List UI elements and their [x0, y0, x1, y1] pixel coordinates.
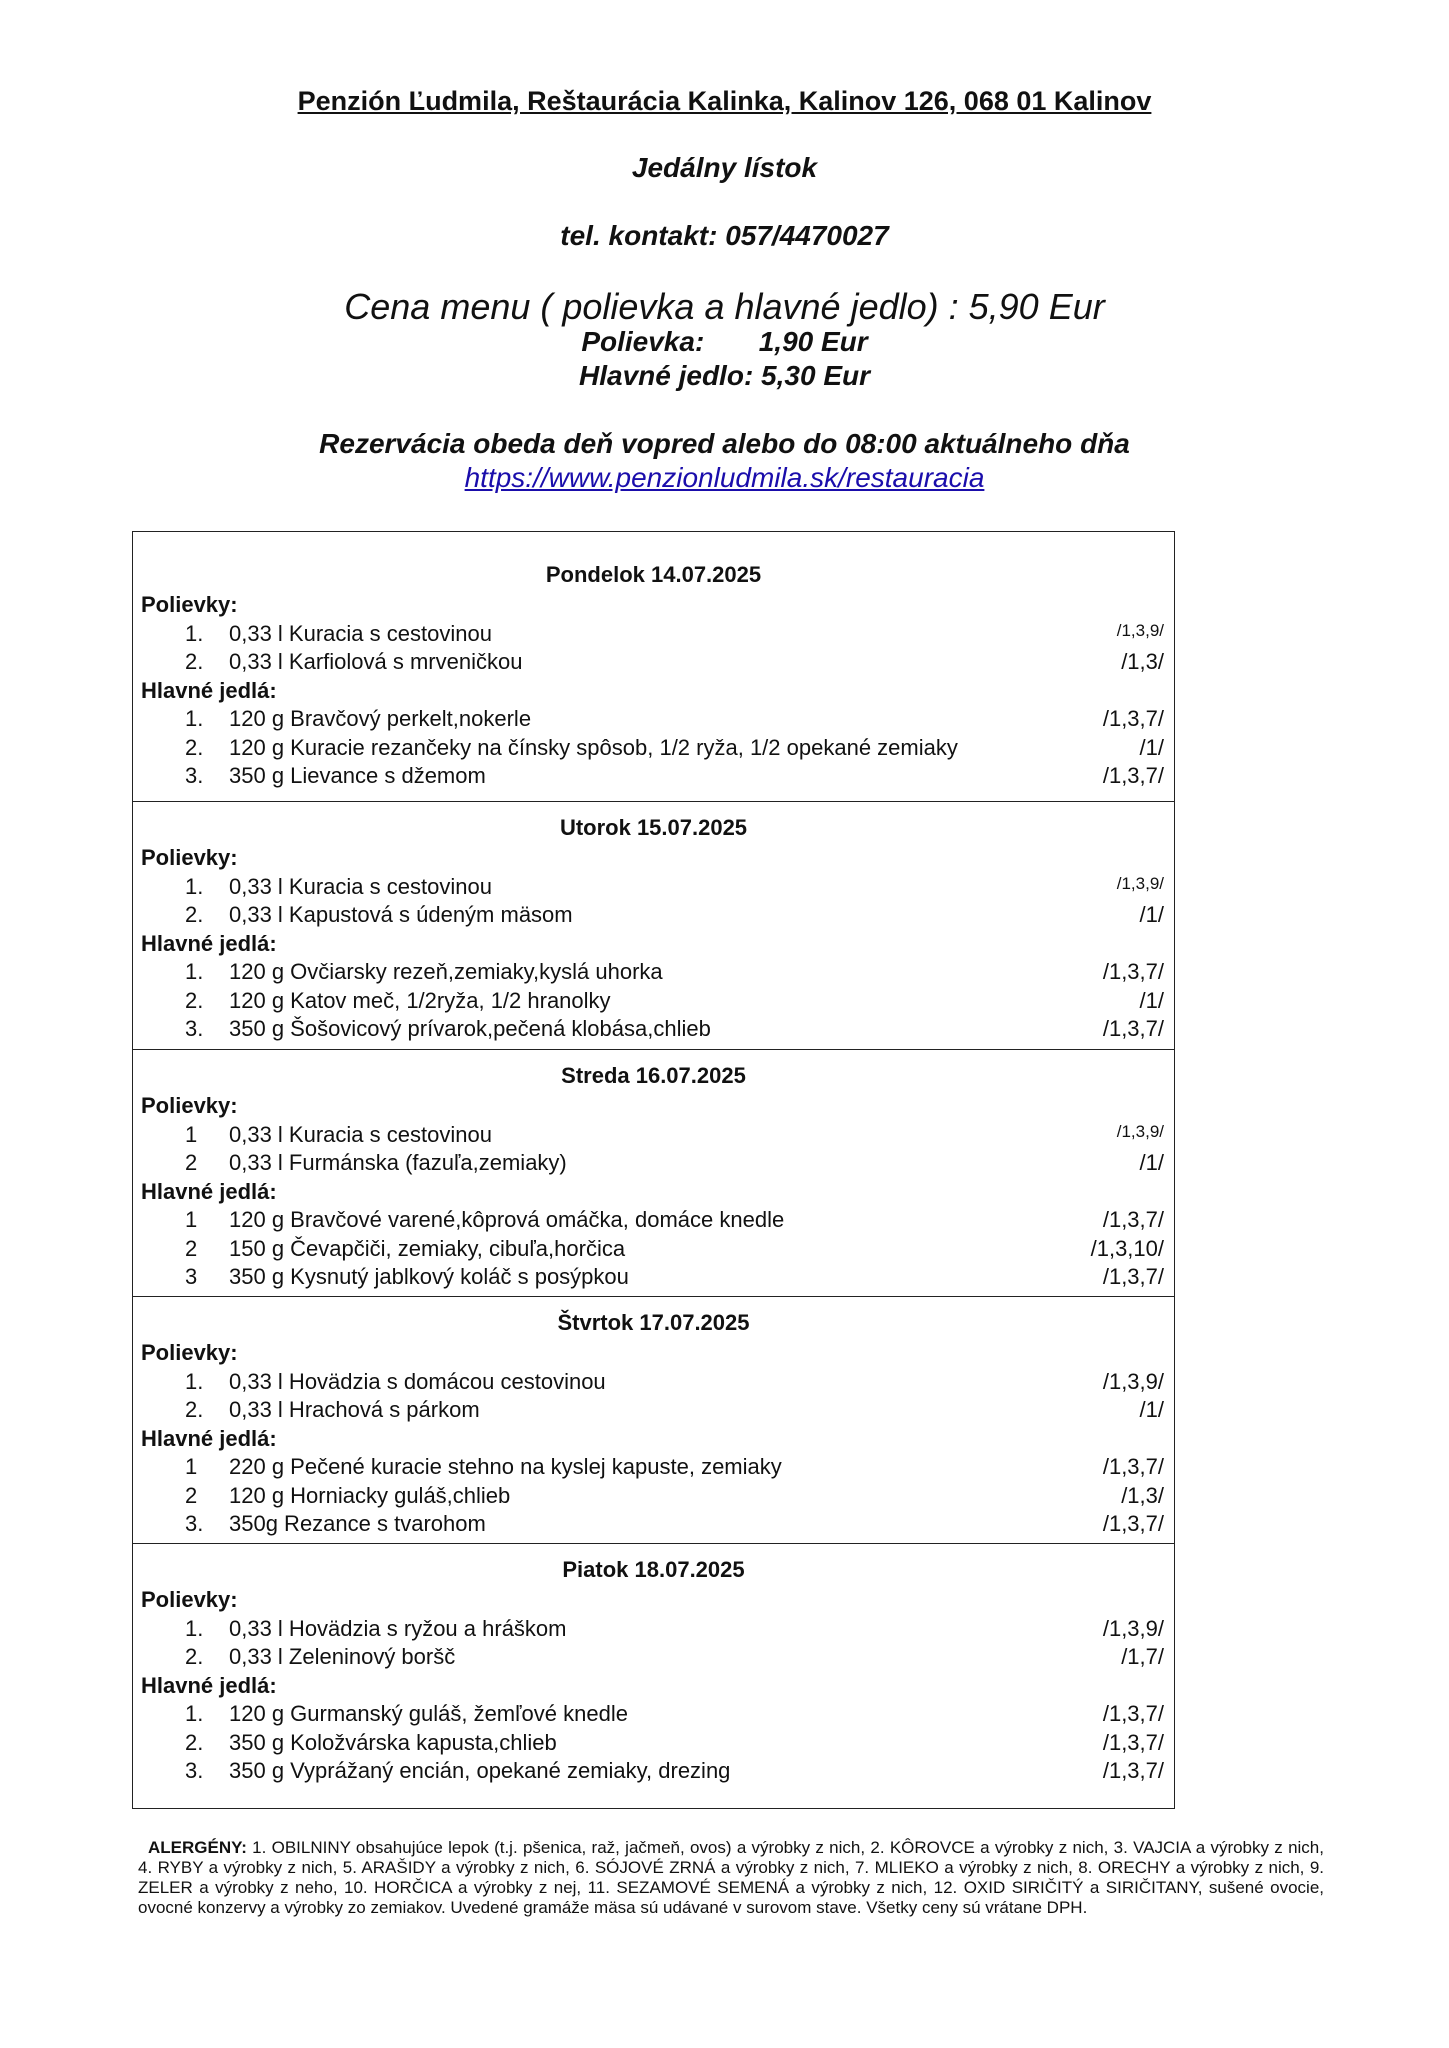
- item-allergens: /1,3,9/: [1116, 1121, 1164, 1141]
- day-section: [133, 562, 1174, 815]
- item-allergens: /1,3,9/: [1102, 1615, 1164, 1641]
- day-section: [133, 1310, 1174, 1557]
- item-description: 120 g Horniacky guláš,chlieb: [229, 1482, 511, 1508]
- item-allergens: /1,7/: [1121, 1644, 1164, 1669]
- item-allergens: /1,3,7/: [1102, 1701, 1164, 1726]
- day-title: Štvrtok 17.07.2025: [557, 1310, 750, 1335]
- item-description: 0,33 l Zeleninový boršč: [229, 1644, 456, 1669]
- day-title: Piatok 18.07.2025: [562, 1557, 745, 1582]
- item-allergens: /1,3,7/: [1102, 706, 1164, 731]
- item-description: 0,33 l Hovädzia s ryžou a hráškom: [229, 1615, 567, 1641]
- item-number: 2: [185, 1150, 198, 1175]
- day-divider: [133, 801, 1174, 802]
- allergens-note: [138, 1838, 1324, 1918]
- soups-heading: Polievky:: [141, 1093, 238, 1118]
- mains-heading: Hlavné jedlá:: [141, 1425, 277, 1451]
- item-allergens: /1/: [1139, 902, 1164, 927]
- mains-heading: Hlavné jedlá:: [141, 1672, 277, 1698]
- item-number: 1: [185, 1454, 198, 1479]
- item-number: 1.: [185, 706, 204, 731]
- item-allergens: /1,3,7/: [1102, 1729, 1164, 1755]
- item-description: 0,33 l Kuracia s cestovinou: [229, 620, 492, 646]
- item-allergens: /1/: [1139, 987, 1164, 1013]
- item-allergens: /1,3,9/: [1116, 873, 1164, 893]
- item-allergens: /1,3,7/: [1102, 1016, 1164, 1041]
- soups-heading: Polievky:: [141, 845, 238, 870]
- item-allergens: /1,3/: [1121, 649, 1164, 674]
- item-number: 1.: [185, 1368, 204, 1394]
- item-allergens: /1,3,9/: [1116, 620, 1164, 640]
- item-number: 1.: [185, 873, 204, 899]
- main-price: Hlavné jedlo: 5,30 Eur: [579, 360, 870, 391]
- day-divider: [133, 1296, 1174, 1297]
- item-number: 1.: [185, 959, 204, 984]
- item-description: 0,33 l Kapustová s údeným mäsom: [229, 902, 573, 927]
- mains-heading: Hlavné jedlá:: [141, 677, 277, 703]
- item-description: 120 g Katov meč, 1/2ryža, 1/2 hranolky: [229, 987, 611, 1013]
- item-description: 350 g Koložvárska kapusta,chlieb: [229, 1729, 557, 1755]
- day-section: [133, 1557, 1174, 1810]
- item-description: 350 g Kysnutý jablkový koláč s posýpkou: [229, 1264, 629, 1289]
- day-section: [133, 815, 1174, 1063]
- day-title: Utorok 15.07.2025: [559, 815, 748, 840]
- item-description: 220 g Pečené kuracie stehno na kyslej kapuste, zemiaky: [229, 1454, 782, 1479]
- item-allergens: /1,3,7/: [1102, 959, 1164, 984]
- item-number: 1: [185, 1207, 198, 1232]
- item-allergens: /1/: [1139, 734, 1164, 760]
- item-number: 2.: [185, 649, 204, 674]
- item-number: 2.: [185, 1397, 204, 1422]
- item-allergens: /1,3,9/: [1102, 1368, 1164, 1394]
- item-allergens: /1/: [1139, 1150, 1164, 1175]
- item-description: 120 g Bravčové varené,kôprová omáčka, domáce knedle: [229, 1207, 785, 1232]
- item-description: 120 g Gurmanský guláš, žemľové knedle: [229, 1701, 628, 1726]
- allergens-label: ALERGÉNY:: [148, 1838, 247, 1857]
- mains-heading: Hlavné jedlá:: [141, 930, 277, 956]
- reservation-link[interactable]: https://www.penzionludmila.sk/restauracia: [464, 462, 985, 493]
- item-number: 3: [185, 1264, 198, 1289]
- item-allergens: /1,3,7/: [1102, 1207, 1164, 1232]
- item-allergens: /1,3,7/: [1102, 1454, 1164, 1479]
- menu-price: Cena menu ( polievka a hlavné jedlo) : 5,90 Eur: [344, 286, 1105, 327]
- item-description: 0,33 l Kuracia s cestovinou: [229, 873, 492, 899]
- day-title: Streda 16.07.2025: [561, 1063, 746, 1088]
- item-description: 0,33 l Karfiolová s mrveničkou: [229, 649, 523, 674]
- item-number: 3.: [185, 1758, 204, 1783]
- item-number: 2.: [185, 1644, 204, 1669]
- item-description: 120 g Ovčiarsky rezeň,zemiaky,kyslá uhorka: [229, 959, 663, 984]
- item-allergens: /1,3,7/: [1102, 1511, 1164, 1536]
- item-description: 350 g Šošovicový prívarok,pečená klobása,chlieb: [229, 1016, 711, 1041]
- soups-heading: Polievky:: [141, 1587, 238, 1612]
- reservation-note: Rezervácia obeda deň vopred alebo do 08:00 aktuálneho dňa: [319, 428, 1130, 459]
- item-description: 0,33 l Kuracia s cestovinou: [229, 1121, 492, 1147]
- item-description: 0,33 l Hovädzia s domácou cestovinou: [229, 1368, 606, 1394]
- item-allergens: /1,3,10/: [1090, 1235, 1164, 1261]
- item-number: 1.: [185, 1615, 204, 1641]
- mains-heading: Hlavné jedlá:: [141, 1178, 277, 1204]
- item-number: 1: [185, 1121, 198, 1147]
- day-section: [133, 1063, 1174, 1310]
- item-description: 350g Rezance s tvarohom: [229, 1511, 486, 1536]
- item-description: 120 g Kuracie rezančeky na čínsky spôsob, 1/2 ryža, 1/2 opekané zemiaky: [229, 734, 958, 760]
- allergens-text: 1. OBILNINY obsahujúce lepok (t.j. pšenica, raž, jačmeň, ovos) a výrobky z nich, 2. KÔROVCE a výrobky z nich, 3. VAJCIA a výrobky z nich, 4. RYBY a výrobky z nich, 5. ARAŠIDY a výrobky z nich, 6. SÓJOVÉ ZRNÁ a výrobky z nich, 7. MLIEKO a výrobky z nich, 8. ORECHY a výrobky z nich, 9. ZELER a výrobky z neho, 10. HORČICA a výrobky z nej, 11. SEZAMOVÉ SEMENÁ a výrobky z nich, 12. OXID SIRIČITÝ a SIRIČITANY, sušené ovocie, ovocné konzervy a výrobky zo zemiakov. Uvedené gramáže mäsa sú udávané v surovom stave.: [138, 1838, 1324, 1917]
- weekly-menu-table: [132, 531, 1175, 1809]
- day-divider: [133, 1049, 1174, 1050]
- item-allergens: /1,3,7/: [1102, 1758, 1164, 1783]
- item-number: 3.: [185, 1016, 204, 1041]
- day-title: Pondelok 14.07.2025: [545, 562, 762, 587]
- item-number: 1.: [185, 620, 204, 646]
- item-allergens: /1/: [1139, 1397, 1164, 1422]
- item-number: 2.: [185, 987, 204, 1013]
- item-number: 2.: [185, 734, 204, 760]
- item-number: 3.: [185, 763, 204, 788]
- soups-heading: Polievky:: [141, 1340, 238, 1365]
- day-divider: [133, 1543, 1174, 1544]
- prices-vat-note: Všetky ceny sú vrátane DPH.: [866, 1898, 1088, 1917]
- item-description: 0,33 l Hrachová s párkom: [229, 1397, 480, 1422]
- item-number: 2: [185, 1235, 198, 1261]
- item-number: 2.: [185, 902, 204, 927]
- item-allergens: /1,3,7/: [1102, 1264, 1164, 1289]
- item-description: 0,33 l Furmánska (fazuľa,zemiaky): [229, 1150, 567, 1175]
- item-allergens: /1,3,7/: [1102, 763, 1164, 788]
- item-description: 350 g Lievance s džemom: [229, 763, 486, 788]
- item-number: 1.: [185, 1701, 204, 1726]
- item-number: 3.: [185, 1511, 204, 1536]
- restaurant-name: Penzión Ľudmila, Reštaurácia Kalinka, Kalinov 126, 068 01 Kalinov: [297, 86, 1152, 116]
- soups-heading: Polievky:: [141, 592, 238, 617]
- item-description: 150 g Čevapčiči, zemiaky, cibuľa,horčica: [229, 1235, 626, 1261]
- item-description: 120 g Bravčový perkelt,nokerle: [229, 706, 532, 731]
- item-description: 350 g Vyprážaný encián, opekané zemiaky, drezing: [229, 1758, 731, 1783]
- soup-price: Polievka: 1,90 Eur: [581, 326, 868, 357]
- item-number: 2.: [185, 1729, 204, 1755]
- contact-phone: tel. kontakt: 057/4470027: [560, 220, 889, 251]
- item-allergens: /1,3/: [1121, 1482, 1164, 1508]
- item-number: 2: [185, 1482, 198, 1508]
- menu-subtitle: Jedálny lístok: [631, 152, 818, 183]
